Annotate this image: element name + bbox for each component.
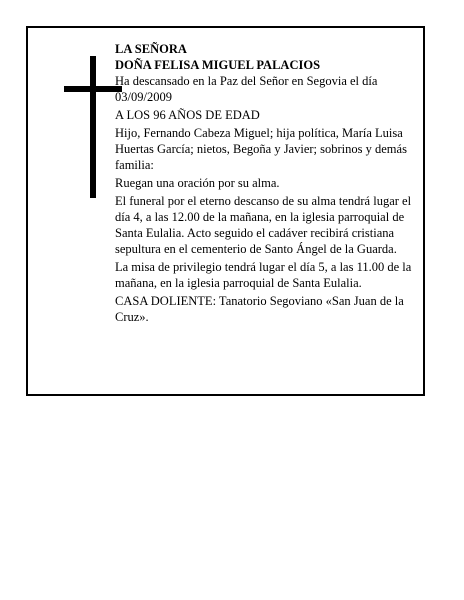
notice-paragraph-family: Hijo, Fernando Cabeza Miguel; hija política, María Luisa Huertas García; nietos, Begoña y Javier; sobrinos y demás familia: [115,126,407,172]
notice-paragraph-age: A LOS 96 AÑOS DE EDAD [115,108,260,122]
notice-paragraph-mass: La misa de privilegio tendrá lugar el día 5, a las 11.00 de la mañana, en la iglesia parroquial de Santa Eulalia. [115,260,412,290]
notice-body [115,41,420,327]
deceased-name: DOÑA FELISA MIGUEL PALACIOS [115,58,321,72]
obituary-notice [26,26,425,396]
notice-paragraph-prayer: Ruegan una oración por su alma. [115,176,280,190]
notice-paragraph-funeral-home: CASA DOLIENTE: Tanatorio Segoviano «San Juan de la Cruz». [115,294,404,324]
cross-horizontal-bar [64,86,122,92]
notice-title-line1: LA SEÑORA [115,42,187,56]
cross-vertical-bar [90,56,96,198]
notice-paragraph-death: Ha descansado en la Paz del Señor en Segovia el día 03/09/2009 [115,74,378,104]
notice-paragraph-funeral: El funeral por el eterno descanso de su alma tendrá lugar el día 4, a las 12.00 de la mañana, en la iglesia parroquial de Santa Eulalia. Acto seguido el cadáver recibirá cristiana sepultura en el cementerio de Santo Ángel de la Guarda. [115,194,412,256]
cross-icon [64,56,122,198]
